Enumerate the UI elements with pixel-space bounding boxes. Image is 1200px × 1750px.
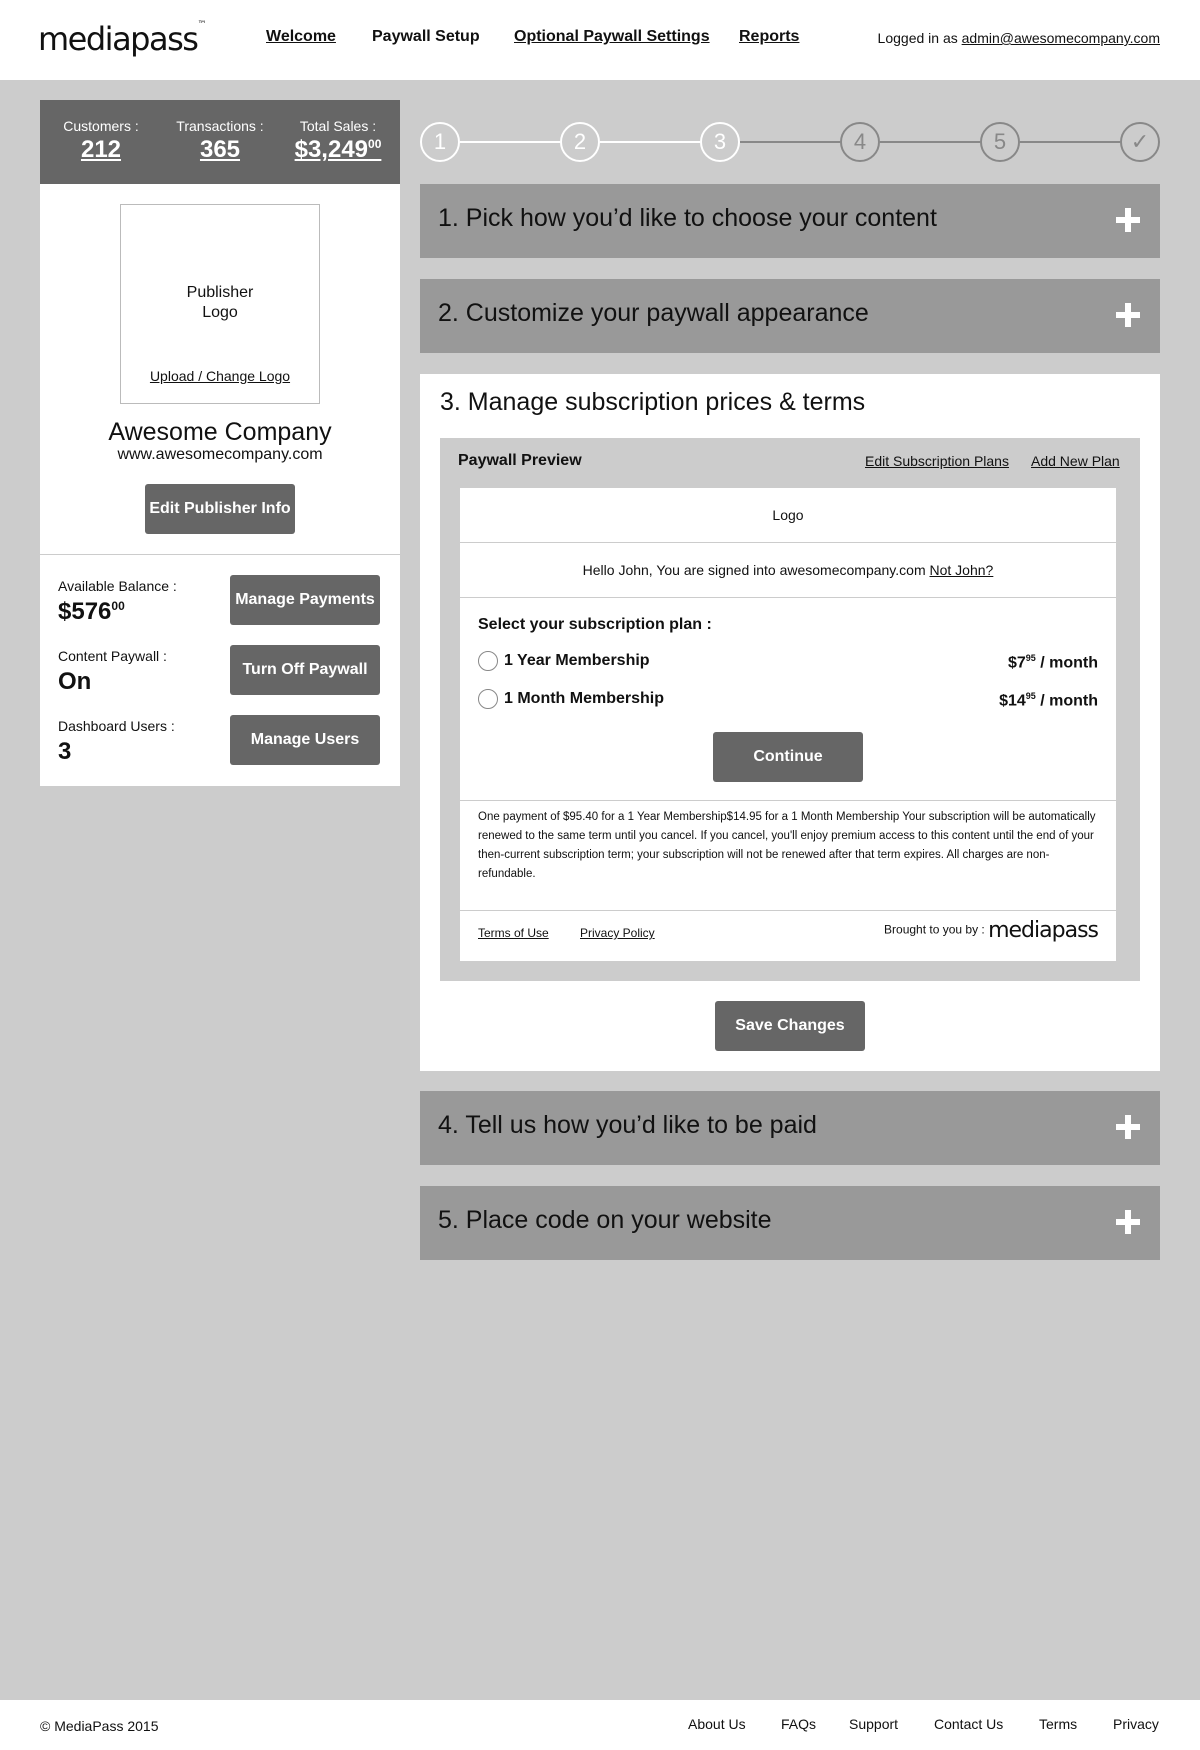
turn-off-paywall-button[interactable]: Turn Off Paywall xyxy=(230,645,380,695)
section-1-title: 1. Pick how you’d like to choose your content xyxy=(438,204,937,232)
footer xyxy=(0,1700,1200,1750)
nav-welcome[interactable]: Welcome xyxy=(266,28,336,45)
step-complete-check-icon[interactable]: ✓ xyxy=(1120,122,1160,162)
footer-link-support[interactable]: Support xyxy=(849,1716,899,1732)
paywall-label: Content Paywall : xyxy=(58,648,167,664)
stat-total-sales xyxy=(286,118,390,164)
brought-to-you-by xyxy=(884,918,1098,943)
continue-button[interactable]: Continue xyxy=(713,732,863,782)
stat-customers xyxy=(56,118,146,164)
logged-in-info xyxy=(878,30,1160,46)
users-count: 3 xyxy=(58,738,72,765)
paywall-preview xyxy=(440,438,1140,981)
logo-trademark: ™ xyxy=(197,20,207,30)
stats-bar xyxy=(40,100,400,184)
section-2-header[interactable] xyxy=(420,279,1160,353)
mediapass-logo[interactable] xyxy=(38,20,206,58)
customers-value[interactable]: 212 xyxy=(80,136,122,163)
balance-dollars: $576 xyxy=(58,598,112,625)
footer-link-terms[interactable]: Terms xyxy=(1039,1716,1078,1732)
section-1-header[interactable] xyxy=(420,184,1160,258)
company-url: www.awesomecompany.com xyxy=(117,446,323,463)
greeting-text: Hello John, You are signed into awesomecompany.com xyxy=(582,562,926,578)
section-2-title: 2. Customize your paywall appearance xyxy=(438,299,869,327)
plan-2-price-period: / month xyxy=(1035,692,1098,710)
preview-terms-link[interactable]: Terms of Use xyxy=(478,926,549,940)
total-sales-dollars: $3,249 xyxy=(294,136,369,163)
plan-option-2[interactable] xyxy=(478,689,664,709)
plan-1-price-period: / month xyxy=(1035,654,1098,672)
paywall-preview-title: Paywall Preview xyxy=(458,452,582,469)
edit-subscription-plans-link[interactable]: Edit Subscription Plans xyxy=(865,453,1009,469)
footer-link-faqs[interactable]: FAQs xyxy=(781,1716,817,1732)
transactions-value[interactable]: 365 xyxy=(199,136,241,163)
sidebar-divider xyxy=(40,554,400,555)
brought-by-label: Brought to you by : xyxy=(884,922,985,937)
expand-plus-icon[interactable] xyxy=(1116,1115,1140,1139)
plan-2-name: 1 Month Membership xyxy=(504,690,665,708)
step-5[interactable]: 5 xyxy=(980,122,1020,162)
mediapass-brand-logo: mediapass xyxy=(988,918,1098,943)
section-3-title: 3. Manage subscription prices & terms xyxy=(440,388,866,416)
customers-label: Customers : xyxy=(63,118,139,134)
plan-2-radio[interactable] xyxy=(478,689,498,709)
balance-cents: 00 xyxy=(111,599,125,613)
footer-link-contact[interactable]: Contact Us xyxy=(934,1716,1004,1732)
preview-logo-row xyxy=(460,488,1116,543)
publisher-logo-placeholder xyxy=(121,283,319,323)
balance-label: Available Balance : xyxy=(58,578,177,594)
plan-1-price-dollars: $7 xyxy=(1007,654,1026,672)
company-name: Awesome Company xyxy=(108,418,332,446)
section-5-title: 5. Place code on your website xyxy=(438,1206,772,1234)
nav-optional-paywall-settings[interactable]: Optional Paywall Settings xyxy=(514,28,710,45)
step-connector xyxy=(600,141,700,143)
total-sales-label: Total Sales : xyxy=(299,118,377,134)
copyright: © MediaPass 2015 xyxy=(40,1718,159,1734)
step-connector xyxy=(460,141,560,143)
logo-placeholder-line1: Publisher xyxy=(186,284,254,301)
logged-in-label: Logged in as xyxy=(877,30,958,46)
step-1[interactable]: 1 xyxy=(420,122,460,162)
users-label: Dashboard Users : xyxy=(58,718,175,734)
plan-option-1[interactable] xyxy=(478,651,650,671)
subscription-disclaimer: One payment of $95.40 for a 1 Year Membership$14.95 for a 1 Month Membership Your subscription will be automatically renewed to the same term until you cancel. If you cancel, you'll enjoy premium access to this content until the end of your then-current subscription term; your subscription will not be renewed after that term expires. All charges are non-refundable. xyxy=(478,811,1096,880)
step-connector xyxy=(880,141,980,143)
preview-logo: Logo xyxy=(772,507,804,523)
plan-2-price-cents: 95 xyxy=(1025,691,1036,701)
step-4[interactable]: 4 xyxy=(840,122,880,162)
save-changes-button[interactable]: Save Changes xyxy=(715,1001,865,1051)
plan-2-price-dollars: $14 xyxy=(999,692,1026,710)
step-connector xyxy=(1020,141,1120,143)
balance-value xyxy=(58,598,125,626)
footer-link-about[interactable]: About Us xyxy=(688,1716,746,1732)
upload-logo-link[interactable]: Upload / Change Logo xyxy=(149,368,291,384)
plan-1-name: 1 Year Membership xyxy=(504,652,650,670)
paywall-status: On xyxy=(58,668,92,695)
section-4-header[interactable] xyxy=(420,1091,1160,1165)
plan-1-radio[interactable] xyxy=(478,651,498,671)
publisher-card xyxy=(40,184,400,786)
expand-plus-icon[interactable] xyxy=(1116,303,1140,327)
logo-placeholder-line2: Logo xyxy=(202,304,238,321)
preview-greeting-row xyxy=(460,543,1116,598)
paywall-preview-box xyxy=(460,488,1116,961)
preview-divider xyxy=(460,800,1116,801)
publisher-logo-box xyxy=(120,204,320,404)
total-sales-cents: 00 xyxy=(368,137,382,151)
manage-payments-button[interactable]: Manage Payments xyxy=(230,575,380,625)
section-4-title: 4. Tell us how you’d like to be paid xyxy=(438,1111,817,1139)
expand-plus-icon[interactable] xyxy=(1116,1210,1140,1234)
plan-2-price xyxy=(999,691,1098,710)
transactions-label: Transactions : xyxy=(176,118,264,134)
select-plan-label: Select your subscription plan : xyxy=(478,616,712,633)
logged-in-email-link[interactable]: admin@awesomecompany.com xyxy=(961,30,1160,46)
step-3[interactable]: 3 xyxy=(700,122,740,162)
step-connector xyxy=(740,141,840,143)
nav-reports[interactable]: Reports xyxy=(739,28,800,45)
add-new-plan-link[interactable]: Add New Plan xyxy=(1031,453,1120,469)
stat-transactions xyxy=(168,118,272,164)
logo-text: mediapass xyxy=(38,20,198,58)
section-3-panel xyxy=(420,374,1160,1071)
plan-1-price-cents: 95 xyxy=(1025,653,1036,663)
preview-privacy-link[interactable]: Privacy Policy xyxy=(580,926,655,940)
footer-link-privacy[interactable]: Privacy xyxy=(1113,1716,1159,1732)
edit-publisher-info-button[interactable]: Edit Publisher Info xyxy=(145,484,295,534)
step-2[interactable]: 2 xyxy=(560,122,600,162)
nav-paywall-setup[interactable]: Paywall Setup xyxy=(372,28,480,45)
manage-users-button[interactable]: Manage Users xyxy=(230,715,380,765)
total-sales-value[interactable] xyxy=(286,136,390,164)
not-john-link[interactable]: Not John? xyxy=(929,562,994,578)
section-5-header[interactable] xyxy=(420,1186,1160,1260)
plan-1-price xyxy=(1008,653,1098,672)
preview-divider xyxy=(460,910,1116,911)
top-header xyxy=(0,0,1200,80)
expand-plus-icon[interactable] xyxy=(1116,208,1140,232)
